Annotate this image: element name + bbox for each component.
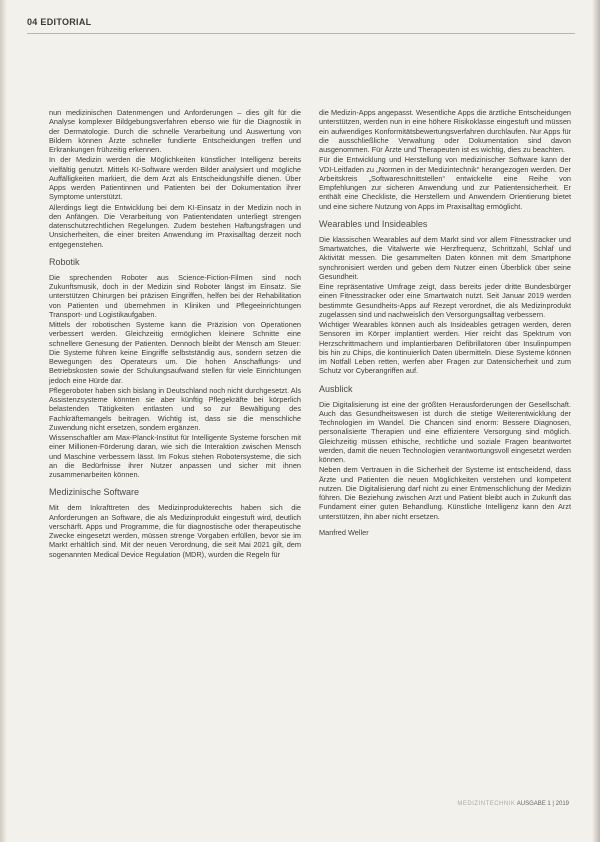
paragraph: die Medizin-Apps angepasst. Wesentliche Apps die ärztliche Entscheidungen unterstützen, werden nun in eine höhere Risikoklasse eingestuft und müssen ein aufwendiges Konformitätsbewertungsverfahren durchlaufen. Nur Apps für die ausschließliche Verwaltung oder Dokumentation sind davon ausgenommen. Für Ärzte und Therapeuten ist es wichtig, dies zu beachten.: [319, 108, 571, 154]
issue-page: AUSGABE 1 | 2019: [516, 801, 569, 807]
section-label: 04 EDITORIAL: [27, 17, 92, 27]
paragraph: Die Digitalisierung ist eine der größten Herausforderungen der Gesellschaft. Auch das Gesundheitswesen ist durch die stetige Weiterentwicklung der Technologien im Wandel. Die Chancen sind enorm: Bessere Diagnosen, personalisierte Therapien und eine effizientere Versorgung sind möglich. Gleichzeitig müssen ethische, rechtliche und soziale Fragen beantwortet werden, damit die neuen Technologien verantwortungsvoll eingesetzt werden können.: [319, 399, 571, 464]
header-rule: [27, 33, 575, 34]
paragraph: Für die Entwicklung und Herstellung von medizinischer Software kann der VDI-Leitfaden zu „Normen in der Medizintechnik“ herangezogen werden. Der Arbeitskreis „Softwareschnittstellen“ entwickelte eine Reihe von Empfehlungen zur sicheren Anwendung und zur Patientensicherheit. Er enthält eine Checkliste, die Herstellern und Anwendern Orientierung bietet und eine sichere Nutzung von Apps im Praxisalltag ermöglicht.: [319, 155, 571, 211]
scan-edge-left: [0, 0, 7, 842]
paragraph: nun medizinischen Datenmengen und Anforderungen – dies gilt für die Analyse komplexer Bildgebungsverfahren ebenso wie für die Diagnostik in der Dermatologie. Durch die schnelle Verarbeitung und Auswertung von Bildern können Ärzte schneller fundierte Entscheidungen treffen und Erkrankungen frühzeitig erkennen.: [49, 108, 301, 154]
section-heading-ausblick: Ausblick: [319, 383, 353, 394]
paragraph: Mit dem Inkrafttreten des Medizinprodukterechts haben sich die Anforderungen an Software, die als Medizinprodukt eingestuft wird, deutlich verschärft. Apps und Programme, die für diagnostische oder therapeutische Zwecke eingesetzt werden, müssen strenge Vorgaben erfüllen, bevor sie im Markt erhältlich sind. Mit der neuen Verordnung, die seit Mai 2021 gilt, dem sogenannten Medical Device Regulation (MDR), wurden die Regeln für: [49, 503, 301, 559]
paragraph: Mittels der robotischen Systeme kann die Präzision von Operationen verbessert werden. Gleichzeitig ermöglichen kleinere Schnitte eine schnellere Genesung der Patienten. Dennoch bleibt der Mensch am Steuer: Die Systeme führen keine Eingriffe selbstständig aus, sondern setzen die Bewegungen des Operateurs um. Die hohen Anschaffungs- und Betriebskosten sowie der Schulungsaufwand stellen für viele Einrichtungen jedoch eine Hürde dar.: [49, 320, 301, 385]
magazine-name: MEDIZINTECHNIK: [457, 801, 516, 807]
paragraph: Die klassischen Wearables auf dem Markt sind vor allem Fitnesstracker und Smartwatches, die Vitalwerte wie Herzfrequenz, Schrittzahl, Schlaf und Aktivität messen. Die gesammelten Daten können mit dem Smartphone synchronisiert werden und geben dem Nutzer einen Überblick über seine Gesundheit.: [319, 234, 571, 281]
paragraph: Wichtiger Wearables können auch als Insideables getragen werden, deren Sensoren im Körper implantiert werden. Hier reicht das Spektrum von Herzschrittmachern und implantierbaren Defibrillatoren über Insulinpumpen bis hin zu Chips, die kontinuierlich Daten übermitteln. Diese Systeme können im Notfall Leben retten, werfen aber Fragen zur Datensicherheit und zum Schutz vor Cyberangriffen auf.: [319, 320, 571, 376]
paragraph: Eine repräsentative Umfrage zeigt, dass bereits jeder dritte Bundesbürger einen Fitnesstracker oder eine Smartwatch nutzt. Seit Januar 2019 werden bestimmte Gesundheits-Apps auf Rezept verordnet, die als Medizinprodukt zugelassen sind und nachweislich den Versorgungsalltag verbessern.: [319, 282, 571, 319]
right-column: [319, 108, 571, 537]
paragraph: Allerdings liegt die Entwicklung bei dem KI-Einsatz in der Medizin noch in den Anfängen. Die Verarbeitung von Patientendaten unterliegt strengen datenschutzrechtlichen Regelungen. Zudem bestehen Haftungsfragen und Unsicherheiten, die einer breiten Anwendung im Praxisalltag derzeit noch entgegenstehen.: [49, 202, 301, 249]
page-footer: [457, 801, 569, 807]
section-heading-software: Medizinische Software: [49, 487, 140, 498]
left-column: [49, 108, 301, 559]
paragraph: Pflegeroboter haben sich bislang in Deutschland noch nicht durchgesetzt. Als Assistenzsysteme könnten sie aber künftig Pflegekräfte bei körperlich belastenden Tätigkeiten entlasten und so zur Bewältigung des Fachkräftemangels beitragen. Wichtig ist, dass sie die menschliche Zuwendung nicht ersetzen, sondern ergänzen.: [49, 385, 301, 432]
paragraph: Wissenschaftler am Max-Planck-Institut für Intelligente Systeme forschen mit einer Millionen-Förderung daran, wie sich die Interaktion zwischen Mensch und Maschine verbessern lässt. Im Fokus stehen Robotersysteme, die sich an die Bedürfnisse ihrer Nutzer anpassen und sicher mit ihnen zusammenarbeiten können.: [49, 433, 301, 479]
section-heading-robotik: Robotik: [49, 256, 80, 267]
paragraph: Neben dem Vertrauen in die Sicherheit der Systeme ist entscheidend, dass Ärzte und Patienten die neuen Möglichkeiten verstehen und kompetent nutzen. Die Digitalisierung darf nicht zu einer Entmenschlichung der Medizin führen. Die Beziehung zwischen Arzt und Patient bleibt auch in Zukunft das Fundament einer guten Behandlung. Künstliche Intelligenz kann den Arzt unterstützen, ihn aber nicht ersetzen.: [319, 465, 571, 521]
scan-edge-right: [592, 0, 600, 842]
author-signature: Manfred Weller: [319, 527, 369, 537]
paragraph: In der Medizin werden die Möglichkeiten künstlicher Intelligenz bereits vielfältig genutzt. Mittels KI-Software werden Bilder analysiert und mögliche Auffälligkeiten markiert, die dem Arzt als Entscheidungshilfe dienen. Über Apps werden Patientinnen und Patienten bei der Dokumentation ihrer Symptome unterstützt.: [49, 155, 301, 202]
page-header: [27, 17, 575, 37]
section-heading-wearables: Wearables und Insideables: [319, 218, 428, 229]
paragraph: Die sprechenden Roboter aus Science-Fiction-Filmen sind noch Zukunftsmusik, doch in der Medizin sind Roboter längst im Einsatz. Sie unterstützen Chirurgen bei präzisen Eingriffen, helfen bei der Rehabilitation von Patienten und übernehmen in Kliniken und Pflegeeinrichtungen Transport- und Logistikaufgaben.: [49, 272, 301, 319]
